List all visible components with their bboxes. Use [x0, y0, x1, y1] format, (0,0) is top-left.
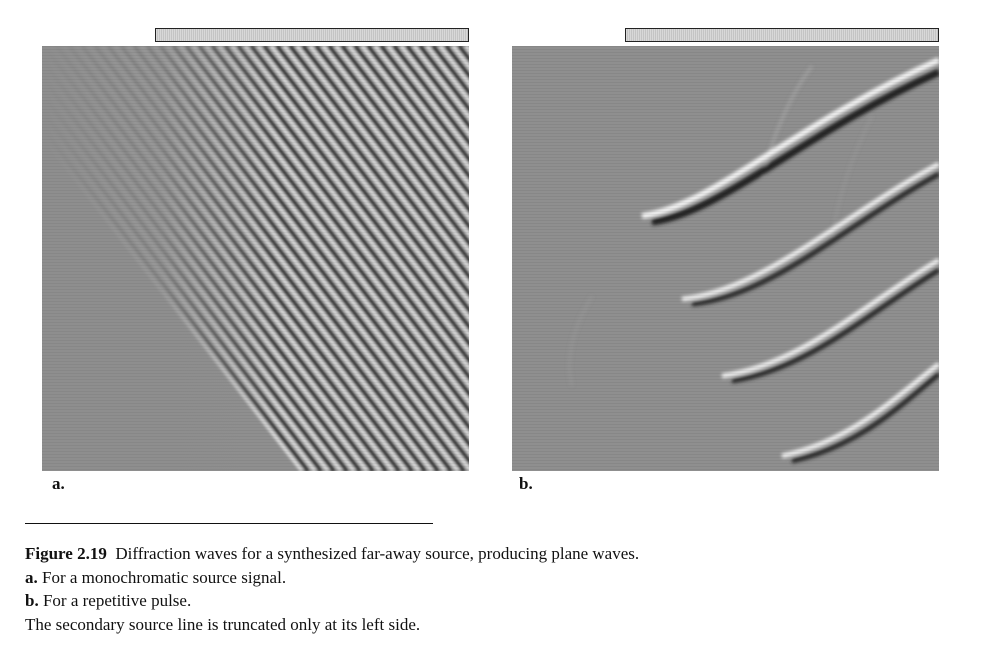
caption-line-b — [25, 589, 965, 613]
monochromatic-wavefield-image — [42, 46, 469, 471]
pulse-wavefield-image — [512, 46, 939, 471]
caption-note-text: The secondary source line is truncated only at its left side. — [25, 614, 421, 634]
figure-caption — [25, 542, 965, 636]
caption-line-b-label: b. — [25, 591, 39, 610]
panel-label-a: a. — [52, 474, 65, 493]
figure-title: Diffraction waves for a synthesized far-away source, producing plane waves. — [115, 544, 640, 563]
figure-label: Figure 2.19 — [25, 544, 107, 563]
caption-line-note — [25, 613, 965, 637]
panel-label-b: b. — [519, 474, 533, 493]
caption-title-line — [25, 542, 965, 566]
wavefield-panel-a — [42, 46, 469, 471]
caption-line-a-text: For a monochromatic source signal. — [42, 567, 287, 587]
caption-line-a — [25, 566, 965, 590]
source-line-bar-a — [155, 28, 469, 42]
caption-rule — [25, 523, 433, 524]
source-line-bar-b — [625, 28, 939, 42]
caption-line-a-label: a. — [25, 567, 38, 587]
caption-line-b-text: For a repetitive pulse. — [42, 591, 192, 610]
wavefield-panel-b — [512, 46, 939, 471]
